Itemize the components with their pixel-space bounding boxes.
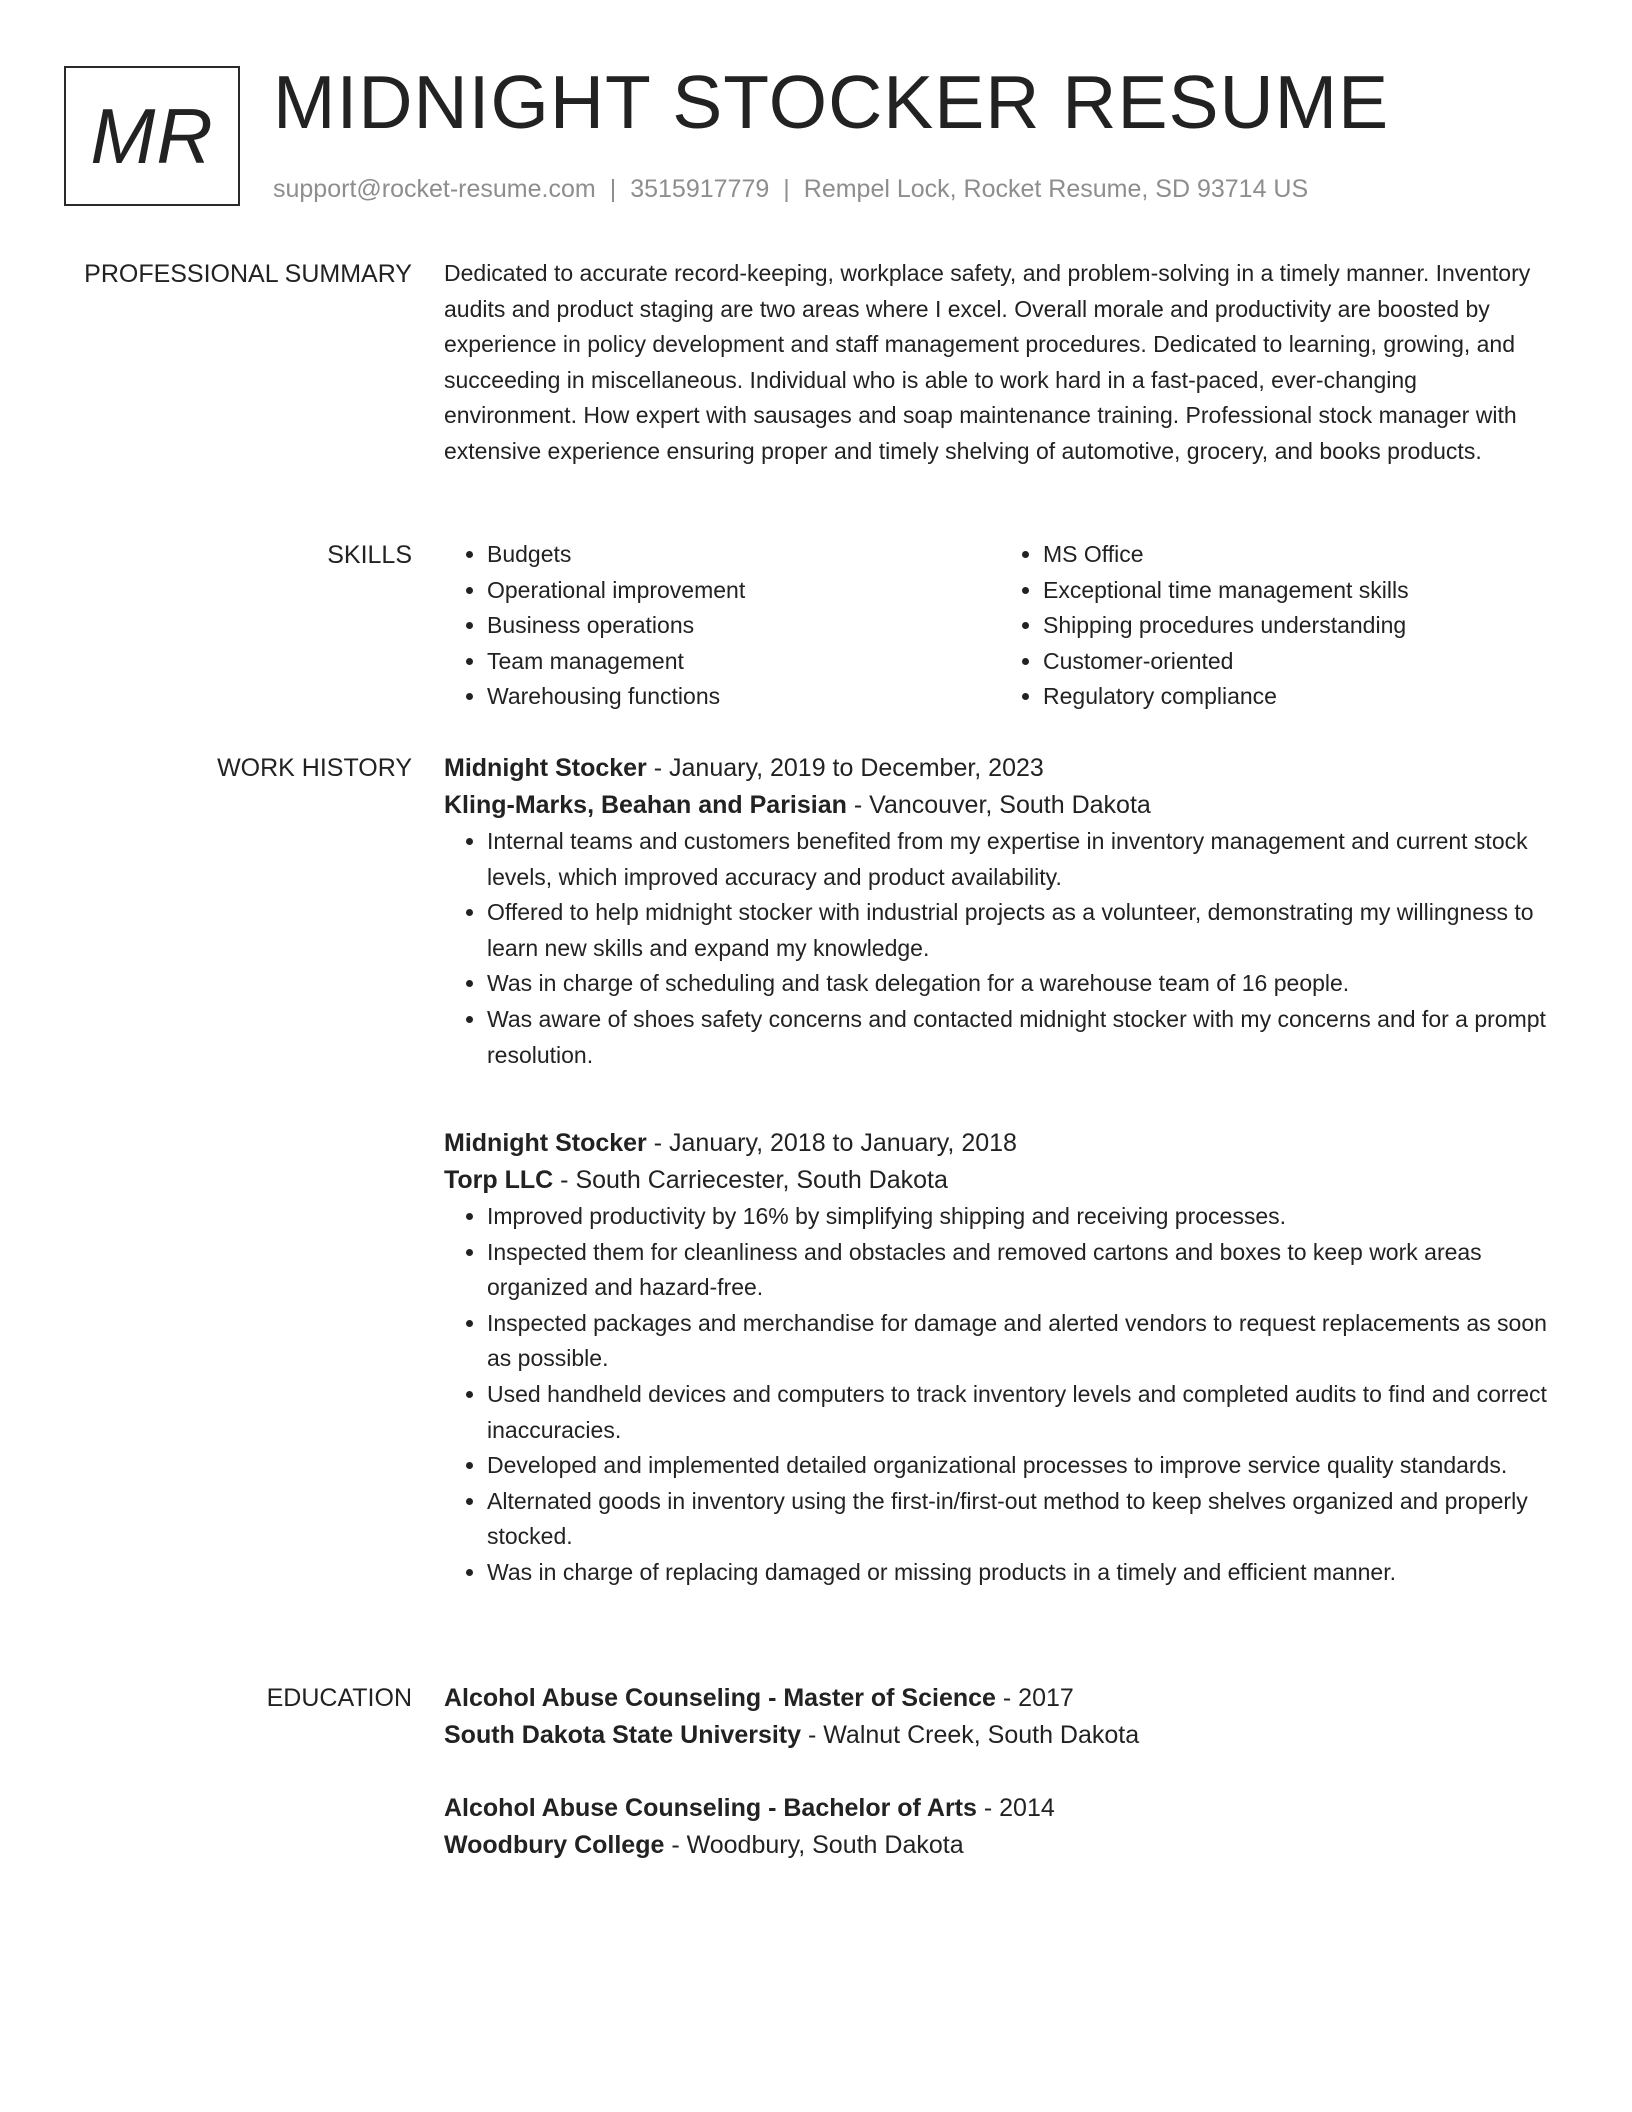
section-label-education: EDUCATION	[266, 1684, 412, 1712]
job-title-line	[444, 750, 1556, 787]
skill-item: • Team management	[487, 644, 1000, 680]
job-location: - Vancouver, South Dakota	[846, 791, 1151, 819]
job-company: Torp LLC	[444, 1166, 554, 1194]
job-bullet: • Alternated goods in inventory using the first-in/first-out method to keep shelves organized and properly stocked.	[487, 1484, 1556, 1555]
education-school-line	[444, 1717, 1556, 1754]
job-bullet: • Inspected packages and merchandise for damage and alerted vendors to request replacements as soon as possible.	[487, 1306, 1556, 1377]
job-bullet: • Internal teams and customers benefited from my expertise in inventory management and current stock levels, which improved accuracy and product availability.	[487, 824, 1556, 895]
section-label-skills: SKILLS	[327, 541, 412, 569]
job-bullets	[444, 1199, 1556, 1591]
job-bullet: • Inspected them for cleanliness and obstacles and removed cartons and boxes to keep work areas organized and hazard-free.	[487, 1235, 1556, 1306]
contact-phone: 3515917779	[630, 175, 770, 203]
contact-email: support@rocket-resume.com	[273, 175, 596, 203]
education-degree-line	[444, 1680, 1556, 1717]
skill-item: • Warehousing functions	[487, 679, 1000, 715]
education-degree: Alcohol Abuse Counseling - Bachelor of Arts	[444, 1794, 977, 1822]
job-bullet: • Was in charge of scheduling and task delegation for a warehouse team of 16 people.	[487, 966, 1556, 1002]
contact-line	[273, 174, 1308, 204]
job-title-line	[444, 1125, 1556, 1162]
job-bullet: • Offered to help midnight stocker with industrial projects as a volunteer, demonstrating my willingness to learn new skills and expand my knowledge.	[487, 895, 1556, 966]
job-bullets	[444, 824, 1556, 1073]
skill-item: • Shipping procedures understanding	[1043, 608, 1556, 644]
monogram-initials: MR	[90, 91, 214, 180]
job-title: Midnight Stocker	[444, 754, 647, 782]
skill-item: • Regulatory compliance	[1043, 679, 1556, 715]
summary-text: Dedicated to accurate record-keeping, workplace safety, and problem-solving in a timely manner. Inventory audits and product staging are two areas where I excel. Overall morale and productivity are boosted by experience in policy development and staff management procedures. Dedicated to learning, growing, and succeeding in miscellaneous. Individual who is able to work hard in a fast-paced, ever-changing environment. How expert with sausages and soap maintenance training. Professional stock manager with extensive experience ensuring proper and timely shelving of automotive, grocery, and books products.	[444, 260, 1531, 464]
contact-separator: |	[783, 175, 790, 203]
education-year: - 2014	[976, 1794, 1055, 1822]
job-bullet: • Improved productivity by 16% by simplifying shipping and receiving processes.	[487, 1199, 1556, 1235]
job-company-line	[444, 787, 1556, 824]
resume-title: MIDNIGHT STOCKER RESUME	[273, 60, 1390, 144]
job-entry	[444, 1125, 1556, 1591]
job-company: Kling-Marks, Beahan and Parisian	[444, 791, 847, 819]
skill-item: • Customer-oriented	[1043, 644, 1556, 680]
job-bullet: • Was in charge of replacing damaged or missing products in a timely and efficient manner.	[487, 1555, 1556, 1591]
skill-item: • Exceptional time management skills	[1043, 573, 1556, 609]
section-label-summary: PROFESSIONAL SUMMARY	[84, 260, 412, 288]
job-title: Midnight Stocker	[444, 1129, 647, 1157]
job-bullet: • Used handheld devices and computers to track inventory levels and completed audits to find and correct inaccuracies.	[487, 1377, 1556, 1448]
monogram-logo	[64, 66, 240, 206]
contact-separator: |	[609, 175, 617, 203]
education-entry	[444, 1790, 1556, 1864]
education-school: Woodbury College	[444, 1831, 665, 1859]
job-entry	[444, 750, 1556, 1073]
education-degree-line	[444, 1790, 1556, 1827]
job-bullet: • Developed and implemented detailed organizational processes to improve service quality standards.	[487, 1448, 1556, 1484]
skill-item: • MS Office	[1043, 537, 1556, 573]
job-company-line	[444, 1162, 1556, 1199]
skills-list-left	[444, 537, 1000, 715]
job-location: - South Carriecester, South Dakota	[553, 1166, 948, 1194]
skill-item: • Budgets	[487, 537, 1000, 573]
contact-address: Rempel Lock, Rocket Resume, SD 93714 US	[803, 175, 1309, 203]
skills-grid	[444, 537, 1556, 715]
education-year: - 2017	[995, 1684, 1074, 1712]
education-entry	[444, 1680, 1556, 1754]
education-school: South Dakota State University	[444, 1721, 802, 1749]
education-location: - Woodbury, South Dakota	[664, 1831, 964, 1859]
education-location: - Walnut Creek, South Dakota	[801, 1721, 1140, 1749]
skill-item: • Business operations	[487, 608, 1000, 644]
job-bullet: • Was aware of shoes safety concerns and contacted midnight stocker with my concerns and for a prompt resolution.	[487, 1002, 1556, 1073]
skill-item: • Operational improvement	[487, 573, 1000, 609]
education-degree: Alcohol Abuse Counseling - Master of Science	[444, 1684, 996, 1712]
job-dates: - January, 2018 to January, 2018	[646, 1129, 1017, 1157]
skills-list-right	[1000, 537, 1556, 715]
section-label-work: WORK HISTORY	[217, 754, 412, 782]
education-school-line	[444, 1827, 1556, 1864]
job-dates: - January, 2019 to December, 2023	[646, 754, 1044, 782]
